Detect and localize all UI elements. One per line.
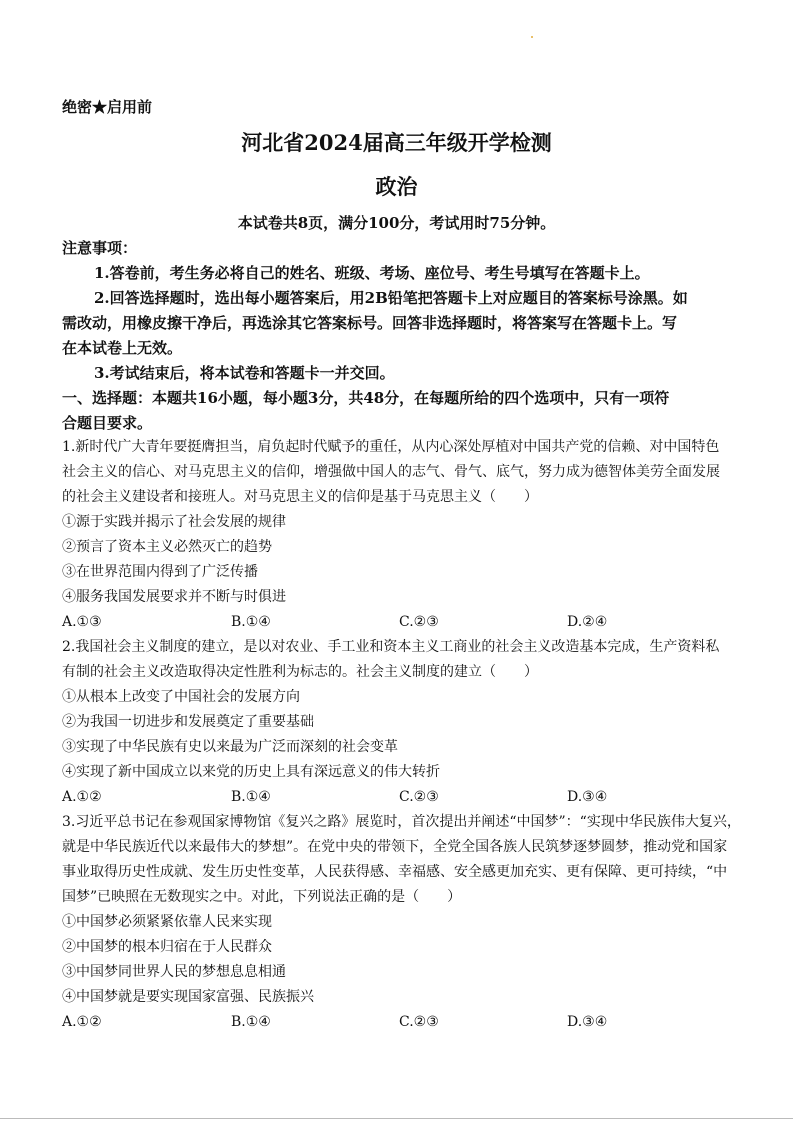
choice-b: B.①④ [231, 614, 271, 630]
note-line: 需改动，用橡皮擦干净后，再选涂其它答案标号。回答非选择题时，将答案写在答题卡上。写 [62, 314, 678, 332]
section-heading: 一、选择题：本题共16小题，每小题3分，共48分，在每题所给的四个选项中，只有一项符 [62, 389, 670, 407]
note-line: 在本试卷上无效。 [62, 339, 183, 357]
statement-item: ②中国梦的根本归宿在于人民群众 [62, 939, 272, 955]
subject-title: 政治 [375, 174, 418, 199]
statement-item: ③实现了中华民族有史以来最为广泛而深刻的社会变革 [62, 739, 398, 755]
choice-d: D.②④ [567, 614, 608, 630]
note-line: 2.回答选择题时，选出每小题答案后，用2B铅笔把答题卡上对应题目的答案标号涂黑。如 [94, 289, 688, 307]
question-stem: 2.我国社会主义制度的建立，是以对农业、手工业和资本主义工商业的社会主义改造基本完成，生产资料私 [62, 639, 720, 655]
section-heading: 合题目要求。 [62, 414, 153, 432]
question-stem: 事业取得历史性成就、发生历史性变革，人民获得感、幸福感、安全感更加充实、更有保障、更可持续，“中 [62, 864, 728, 880]
choice-d: D.③④ [567, 1014, 608, 1030]
choice-b: B.①④ [231, 1014, 271, 1030]
choice-c: C.②③ [399, 1014, 439, 1030]
question-stem: 就是中华民族近代以来最伟大的梦想”。在党中央的带领下，全党全国各族人民筑梦逐梦圆梦，推动党和国家 [62, 839, 728, 855]
statement-item: ④中国梦就是要实现国家富强、民族振兴 [62, 989, 314, 1005]
choice-b: B.①④ [231, 789, 271, 805]
question-stem: 国梦”已映照在无数现实之中。对此，下列说法正确的是（ ） [62, 889, 462, 905]
question-stem: 的社会主义建设者和接班人。对马克思主义的信仰是基于马克思主义（ ） [62, 489, 538, 505]
statement-item: ①源于实践并揭示了社会发展的规律 [62, 514, 286, 530]
question-stem: 1.新时代广大青年要挺膺担当，肩负起时代赋予的重任，从内心深处厚植对中国共产党的信赖、对中国特色 [62, 439, 720, 455]
statement-item: ②为我国一切进步和发展奠定了重要基础 [62, 714, 314, 730]
statement-item: ③在世界范围内得到了广泛传播 [62, 564, 258, 580]
note-line: 3.考试结束后，将本试卷和答题卡一并交回。 [94, 364, 395, 382]
statement-item: ①从根本上改变了中国社会的发展方向 [62, 689, 300, 705]
page-bottom-divider [0, 1118, 793, 1119]
exam-info: 本试卷共8页，满分100分，考试用时75分钟。 [237, 214, 556, 232]
decorative-dot [531, 36, 533, 38]
choice-a: A.①② [62, 1014, 102, 1030]
notes-heading: 注意事项： [62, 239, 138, 257]
choice-a: A.①③ [62, 614, 102, 630]
question-stem: 有制的社会主义改造取得决定性胜利为标志的。社会主义制度的建立（ ） [62, 664, 538, 680]
note-line: 1.答卷前，考生务必将自己的姓名、班级、考场、座位号、考生号填写在答题卡上。 [94, 264, 650, 282]
choice-c: C.②③ [399, 614, 439, 630]
secret-label: 绝密★启用前 [62, 98, 153, 116]
statement-item: ①中国梦必须紧紧依靠人民来实现 [62, 914, 272, 930]
choice-a: A.①② [62, 789, 102, 805]
question-stem: 3.习近平总书记在参观国家博物馆《复兴之路》展览时，首次提出并阐述“中国梦”：“实现中华民族伟大复兴， [62, 814, 741, 830]
statement-item: ②预言了资本主义必然灭亡的趋势 [62, 539, 272, 555]
statement-item: ④服务我国发展要求并不断与时俱进 [62, 589, 286, 605]
choice-d: D.③④ [567, 789, 608, 805]
exam-title: 河北省2024届高三年级开学检测 [241, 130, 552, 155]
choice-c: C.②③ [399, 789, 439, 805]
statement-item: ④实现了新中国成立以来党的历史上具有深远意义的伟大转折 [62, 764, 440, 780]
question-stem: 社会主义的信心、对马克思主义的信仰，增强做中国人的志气、骨气、底气，努力成为德智体美劳全面发展 [62, 464, 720, 480]
statement-item: ③中国梦同世界人民的梦想息息相通 [62, 964, 286, 980]
